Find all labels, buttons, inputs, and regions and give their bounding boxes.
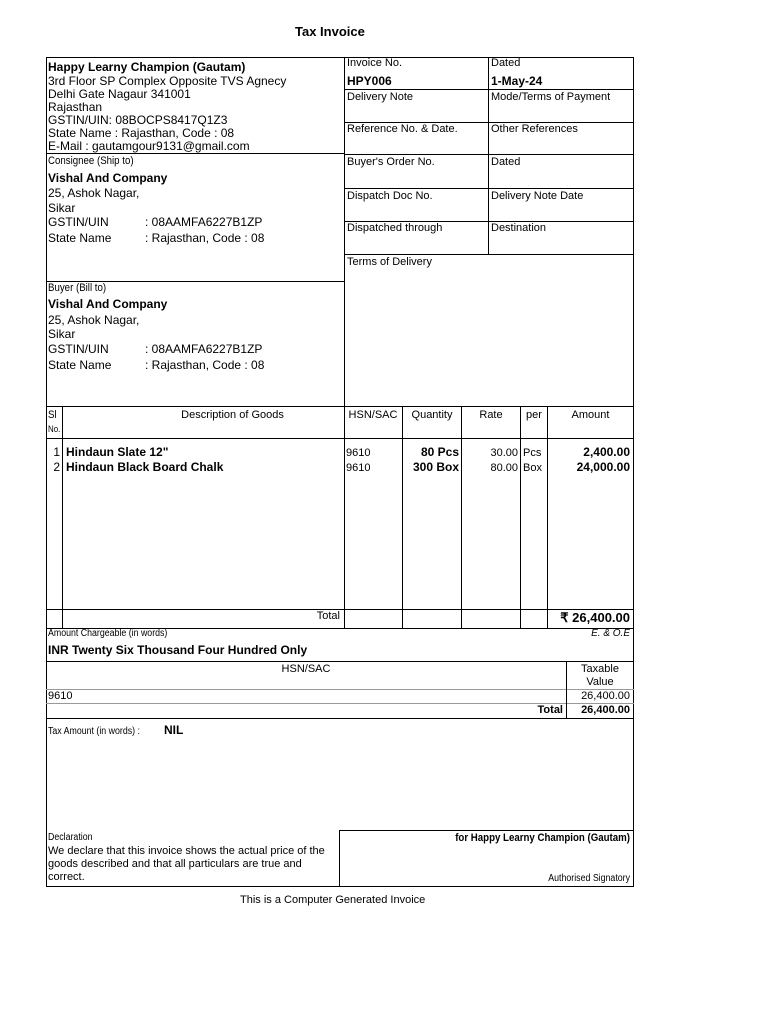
dispatched-through-label: Dispatched through — [347, 222, 443, 234]
taxable-header-line1: Taxable — [581, 663, 619, 675]
seller-gstin: GSTIN/UIN: 08BOCPS8417Q1Z3 — [48, 113, 228, 127]
buyer-name: Vishal And Company — [48, 297, 168, 311]
dated2-label: Dated — [491, 156, 521, 168]
header-no: No. — [48, 424, 61, 434]
consignee-gstin-value: : 08AAMFA6227B1ZP — [145, 215, 263, 229]
row-quantity: 80 Pcs — [420, 445, 459, 459]
buyer-gstin-value: : 08AAMFA6227B1ZP — [145, 342, 263, 356]
hsn-summary-header: HSN/SAC — [281, 663, 331, 675]
row-hsn: 9610 — [346, 462, 371, 474]
consignee-state-label: State Name — [48, 231, 112, 245]
row-rate: 30.00 — [490, 447, 518, 459]
hsn-summary-row-hsn: 9610 — [48, 690, 73, 702]
buyer-address-line1: 25, Ashok Nagar, — [48, 313, 140, 327]
declaration-heading: Declaration — [48, 832, 93, 843]
destination-label: Destination — [491, 222, 547, 234]
dated-label: Dated — [491, 57, 521, 69]
delivery-note-label: Delivery Note — [347, 91, 414, 103]
header-per: per — [526, 409, 542, 421]
tax-words-label: Tax Amount (in words) : — [48, 726, 140, 737]
seller-name: Happy Learny Champion (Gautam) — [48, 60, 246, 74]
consignee-gstin-label: GSTIN/UIN — [48, 215, 109, 229]
header-rate: Rate — [479, 409, 503, 421]
other-references-label: Other References — [491, 123, 578, 135]
amount-words-value: INR Twenty Six Thousand Four Hundred Only — [48, 643, 308, 657]
page-title: Tax Invoice — [295, 24, 365, 39]
header-sl: Sl — [48, 409, 57, 421]
header-hsn: HSN/SAC — [348, 409, 398, 421]
consignee-name: Vishal And Company — [48, 171, 168, 185]
buyers-order-label: Buyer's Order No. — [347, 156, 435, 168]
row-sl: 1 — [53, 445, 60, 459]
eoe-label: E. & O.E — [591, 628, 630, 639]
buyer-address-line2: Sikar — [48, 327, 76, 341]
buyer-state-label: State Name — [48, 358, 112, 372]
hsn-summary-row-taxable: 26,400.00 — [581, 690, 630, 702]
seller-address-line2: Delhi Gate Nagaur 341001 — [48, 87, 191, 101]
taxable-header-line2: Value — [586, 676, 614, 688]
tax-words-value: NIL — [164, 723, 184, 737]
header-description: Description of Goods — [181, 409, 284, 421]
hsn-summary-total-value: 26,400.00 — [581, 704, 630, 716]
row-rate: 80.00 — [490, 462, 518, 474]
row-sl: 2 — [53, 460, 60, 474]
seller-state: State Name : Rajasthan, Code : 08 — [48, 126, 235, 140]
dated-value: 1-May-24 — [491, 74, 543, 88]
mode-terms-label: Mode/Terms of Payment — [491, 91, 611, 103]
hsn-summary-total-label: Total — [537, 704, 563, 716]
declaration-line2: goods described and that all particulars are true and — [48, 858, 302, 870]
consignee-heading: Consignee (Ship to) — [48, 155, 134, 167]
amount-words-label: Amount Chargeable (in words) — [48, 628, 168, 639]
header-amount: Amount — [571, 409, 610, 421]
invoice-no-value: HPY006 — [347, 74, 392, 88]
consignee-address-line2: Sikar — [48, 201, 76, 215]
row-hsn: 9610 — [346, 447, 371, 459]
items-total-label: Total — [316, 610, 340, 622]
row-per: Pcs — [523, 447, 542, 459]
row-per: Box — [523, 462, 542, 474]
invoice-no-label: Invoice No. — [347, 57, 403, 69]
seller-email: E-Mail : gautamgour9131@gmail.com — [48, 139, 250, 153]
declaration-line3: correct. — [48, 871, 85, 883]
row-quantity: 300 Box — [412, 460, 459, 474]
consignee-state-value: : Rajasthan, Code : 08 — [145, 231, 265, 245]
header-quantity: Quantity — [411, 409, 453, 421]
buyer-heading: Buyer (Bill to) — [48, 282, 107, 294]
consignee-address-line1: 25, Ashok Nagar, — [48, 186, 140, 200]
computer-generated-note: This is a Computer Generated Invoice — [240, 894, 426, 906]
items-total-amount: ₹ 26,400.00 — [560, 610, 630, 625]
reference-label: Reference No. & Date. — [347, 123, 458, 135]
row-description: Hindaun Black Board Chalk — [66, 460, 224, 474]
row-description: Hindaun Slate 12" — [66, 445, 169, 459]
authorised-signatory: Authorised Signatory — [548, 873, 630, 884]
signature-for-label: for Happy Learny Champion (Gautam) — [455, 832, 630, 844]
declaration-line1: We declare that this invoice shows the actual price of the — [48, 845, 325, 857]
buyer-gstin-label: GSTIN/UIN — [48, 342, 109, 356]
buyer-state-value: : Rajasthan, Code : 08 — [145, 358, 265, 372]
terms-of-delivery-label: Terms of Delivery — [347, 256, 432, 268]
seller-address-line1: 3rd Floor SP Complex Opposite TVS Agnecy — [48, 74, 287, 88]
delivery-note-date-label: Delivery Note Date — [491, 190, 584, 202]
row-amount: 2,400.00 — [583, 445, 630, 459]
row-amount: 24,000.00 — [576, 460, 630, 474]
dispatch-doc-label: Dispatch Doc No. — [347, 190, 433, 202]
seller-address-line3: Rajasthan — [48, 100, 103, 114]
